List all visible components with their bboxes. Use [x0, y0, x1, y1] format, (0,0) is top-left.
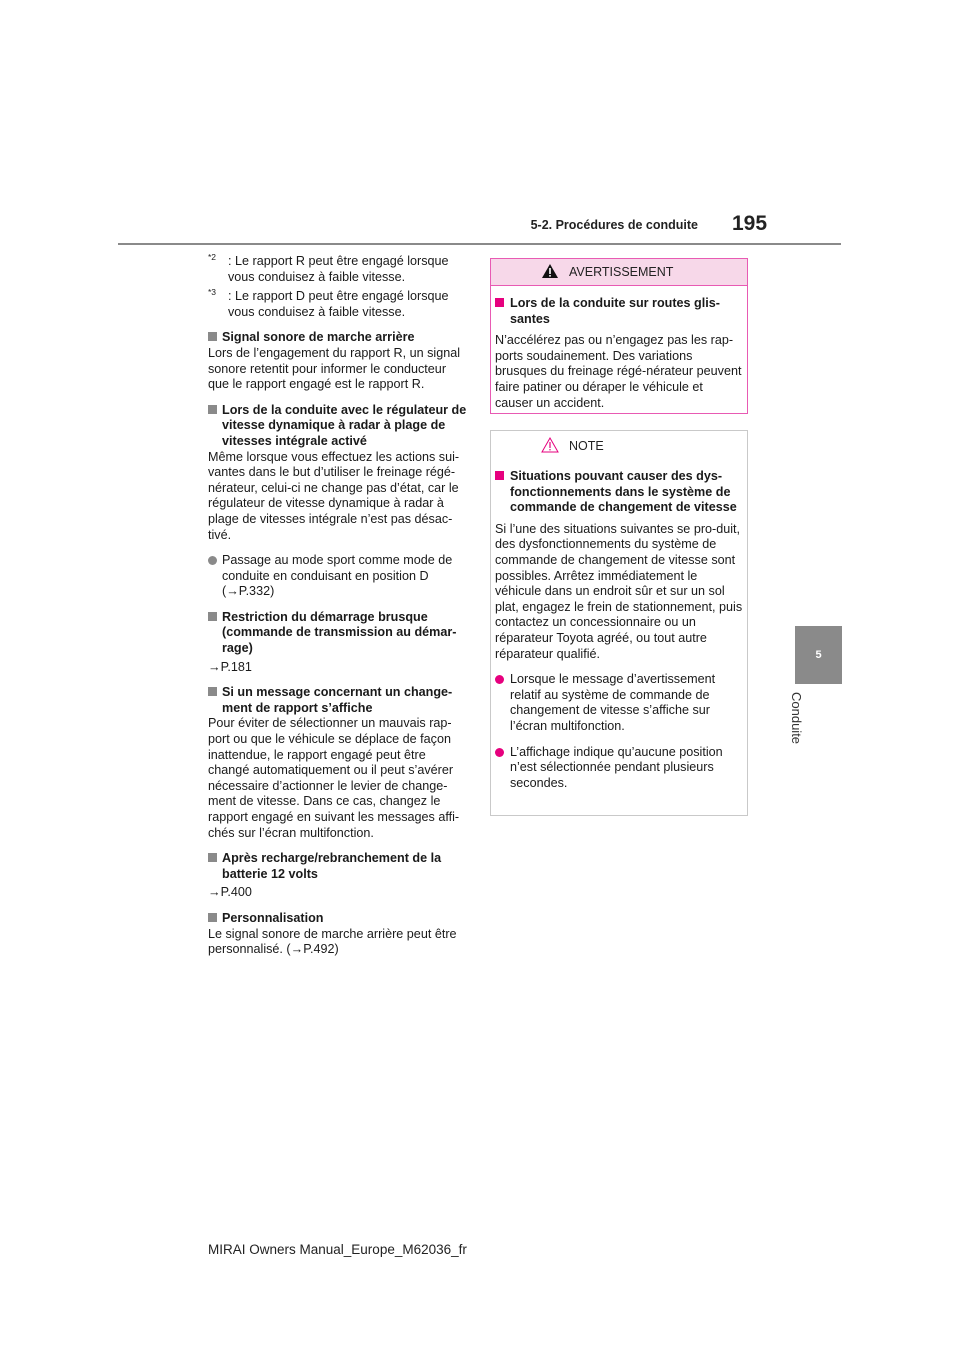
left-column [208, 254, 470, 958]
round-bullet-icon [495, 748, 504, 757]
footnote-mark: *2 [208, 252, 217, 262]
note-box [490, 430, 748, 816]
section-title: 5-2. Procédures de conduite [530, 218, 698, 232]
page-reference: →P.400 [208, 885, 252, 900]
round-bullet-icon [495, 675, 504, 684]
list-item: Passage au mode sport comme mode de conduite en conduisant en position D (→P.332) [208, 553, 470, 600]
section-heading: Signal sonore de marche arrière [208, 330, 470, 346]
section-heading: Si un message concernant un change-ment de rapport s’affiche [208, 685, 470, 716]
square-bullet-icon [208, 612, 217, 621]
square-bullet-icon [208, 405, 217, 414]
section-text: Pour éviter de sélectionner un mauvais rap-port ou que le véhicule se déplace de façon inattendue, le rapport engagé peut être changé automatiquement ou il peut s’avérer nécessaire d’actionner le levier de change-ment de vitesse. Dans ce cas, changez le rapport engagé en suivant les messages affi-chés sur l’écran multifonction. [208, 716, 460, 840]
warning-text: N’accélérez pas ou n’engagez pas les rap-ports soudainement. Des variations brusques du freinage régé-nérateur peuvent faire patiner ou déraper le véhicule et causer un accident. [495, 333, 742, 410]
section-heading: Personnalisation [208, 911, 470, 927]
section-heading: Après recharge/rebranchement de la batterie 12 volts [208, 851, 470, 882]
footnote-text: : Le rapport D peut être engagé lorsque vous conduisez à faible vitesse. [228, 289, 449, 319]
note-label: NOTE [569, 439, 604, 453]
header-rule [118, 243, 841, 245]
footnote-3 [208, 289, 470, 320]
page-number: 195 [732, 212, 768, 235]
list-item: Lorsque le message d’avertissement relatif au système de commande de changement de vitesse s’affiche sur l’écran multifonction. [495, 672, 743, 734]
square-bullet-icon [208, 853, 217, 862]
footnote-mark: *3 [208, 287, 217, 298]
section-text: Le signal sonore de marche arrière peut être personnalisé. (→P.492) [208, 926, 457, 957]
footnote-text: : Le rapport R peut être engagé lorsque vous conduisez à faible vitesse. [228, 254, 449, 284]
page-reference: →P.181 [208, 659, 252, 674]
section-text: Même lorsque vous effectuez les actions sui-vantes dans le but d’utiliser le freinage régé-nérateur, celui-ci ne change pas d’état, car le régulateur de vitesse dynamique à radar à plage de vitesses intégrale n’est pas désac-tivé. [208, 449, 460, 542]
warning-box [490, 258, 748, 414]
footnote-2 [208, 254, 470, 285]
section-text: Lors de l’engagement du rapport R, un signal sonore retentit pour informer le conducteur que le rapport engagé est le rapport R. [208, 345, 461, 392]
square-bullet-icon [208, 687, 217, 696]
list-item: L’affichage indique qu’aucune position n’est sélectionnée pendant plusieurs secondes. [495, 745, 743, 792]
chapter-number: 5 [815, 649, 822, 661]
square-bullet-icon [208, 332, 217, 341]
round-bullet-icon [208, 556, 217, 565]
warning-title: Lors de la conduite sur routes glis-santes [495, 296, 743, 327]
square-bullet-icon [208, 913, 217, 922]
chapter-label [786, 692, 808, 762]
section-heading: Lors de la conduite avec le régulateur de vitesse dynamique à radar à plage de vitesses intégrale activé [208, 403, 470, 450]
caution-triangle-icon [541, 437, 559, 453]
warning-header [491, 259, 747, 286]
note-header [491, 431, 747, 459]
warning-triangle-icon [541, 263, 559, 279]
chapter-tab [795, 626, 842, 684]
document-footer: MIRAI Owners Manual_Europe_M62036_fr [208, 1242, 467, 1257]
warning-label: AVERTISSEMENT [569, 265, 674, 279]
chapter-title: Conduite [789, 692, 804, 745]
square-bullet-icon [495, 298, 504, 307]
note-title: Situations pouvant causer des dys-fonctionnements dans le système de commande de changement de vitesse [495, 469, 743, 516]
note-text: Si l’une des situations suivantes se pro-duit, des dysfonctionnements du système de commande de changement de vitesse sont possibles. Arrêtez immédiatement le véhicule dans un endroit sûr et sur un sol plat, engagez le frein de stationnement, puis contactez un concessionnaire ou un réparateur Toyota agréé, ou tout autre réparateur qualifié. [495, 521, 743, 661]
section-heading: Restriction du démarrage brusque (commande de transmission au démar-rage) [208, 610, 470, 657]
square-bullet-icon [495, 471, 504, 480]
